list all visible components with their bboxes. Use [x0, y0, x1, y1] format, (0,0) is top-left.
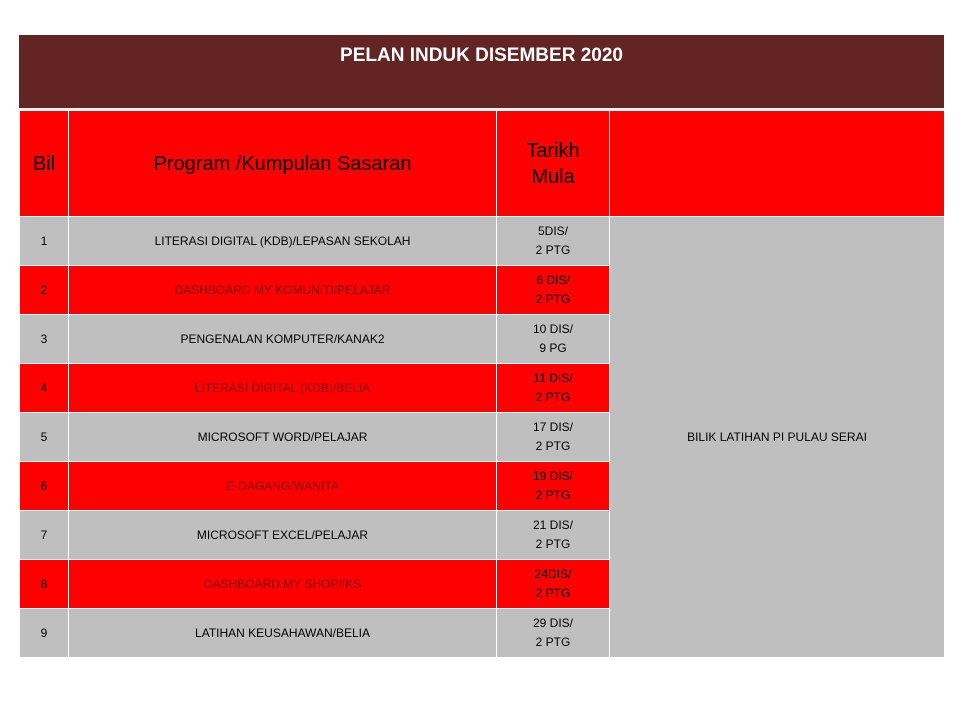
row-tarikh-day: 19 DIS/ — [532, 469, 574, 483]
row-tarikh — [497, 364, 610, 413]
row-bil: 8 — [20, 560, 69, 609]
column-header-tarikh-line2: Mula — [531, 165, 575, 188]
row-tarikh — [497, 315, 610, 364]
row-tarikh — [497, 217, 610, 266]
row-tarikh — [497, 413, 610, 462]
row-tarikh-time: 2 PTG — [535, 439, 571, 453]
column-header-tarikh-line1: Tarikh — [526, 139, 580, 162]
row-tarikh-day: 17 DIS/ — [532, 420, 574, 434]
page-title: PELAN INDUK DISEMBER 2020 — [19, 35, 944, 108]
row-program: LITERASI DIGITAL (KDB)/BELIA — [69, 364, 497, 413]
table-row — [20, 217, 945, 266]
row-bil: 1 — [20, 217, 69, 266]
row-bil: 3 — [20, 315, 69, 364]
row-bil: 4 — [20, 364, 69, 413]
row-program: DASHBOARD MY SHOP/IKS — [69, 560, 497, 609]
row-program: E-DAGANG/WANITA — [69, 462, 497, 511]
row-tarikh-time: 2 PTG — [535, 488, 571, 502]
row-tarikh-time: 2 PTG — [535, 635, 571, 649]
row-tarikh-time: 2 PTG — [535, 292, 571, 306]
row-tarikh — [497, 609, 610, 658]
column-header-program: Program /Kumpulan Sasaran — [69, 111, 497, 217]
row-tarikh-day: 24DIS/ — [534, 567, 572, 581]
row-bil: 2 — [20, 266, 69, 315]
row-tempat: BILIK LATIHAN PI PULAU SERAI — [610, 217, 945, 658]
row-tarikh — [497, 511, 610, 560]
row-program: MICROSOFT EXCEL/PELAJAR — [69, 511, 497, 560]
row-tarikh-day: 29 DIS/ — [532, 616, 574, 630]
row-tarikh-day: 5DIS/ — [537, 224, 568, 238]
row-bil: 7 — [20, 511, 69, 560]
row-program: LITERASI DIGITAL (KDB)/LEPASAN SEKOLAH — [69, 217, 497, 266]
row-program: LATIHAN KEUSAHAWAN/BELIA — [69, 609, 497, 658]
row-tarikh — [497, 266, 610, 315]
row-tarikh-time: 2 PTG — [535, 390, 571, 404]
column-header-tarikh — [497, 111, 610, 217]
row-tarikh-time: 2 PTG — [535, 537, 571, 551]
schedule-table — [19, 110, 945, 658]
row-bil: 6 — [20, 462, 69, 511]
row-tarikh — [497, 560, 610, 609]
row-program: PENGENALAN KOMPUTER/KANAK2 — [69, 315, 497, 364]
row-tarikh-time: 2 PTG — [535, 586, 571, 600]
column-header-bil: Bil — [20, 111, 69, 217]
row-tarikh-day: 6 DIS/ — [536, 273, 570, 287]
row-program: MICROSOFT WORD/PELAJAR — [69, 413, 497, 462]
row-program: DASHBOARD MY KOMUNITI/PELAJAR — [69, 266, 497, 315]
row-tarikh-day: 21 DIS/ — [532, 518, 574, 532]
table-header-row — [20, 111, 945, 217]
column-header-tempat — [610, 111, 945, 217]
row-tarikh-day: 10 DIS/ — [532, 322, 574, 336]
row-bil: 5 — [20, 413, 69, 462]
row-tarikh-time: 9 PG — [539, 341, 567, 355]
row-bil: 9 — [20, 609, 69, 658]
row-tarikh-time: 2 PTG — [535, 243, 571, 257]
row-tarikh — [497, 462, 610, 511]
row-tarikh-day: 11 DIS/ — [533, 371, 573, 385]
